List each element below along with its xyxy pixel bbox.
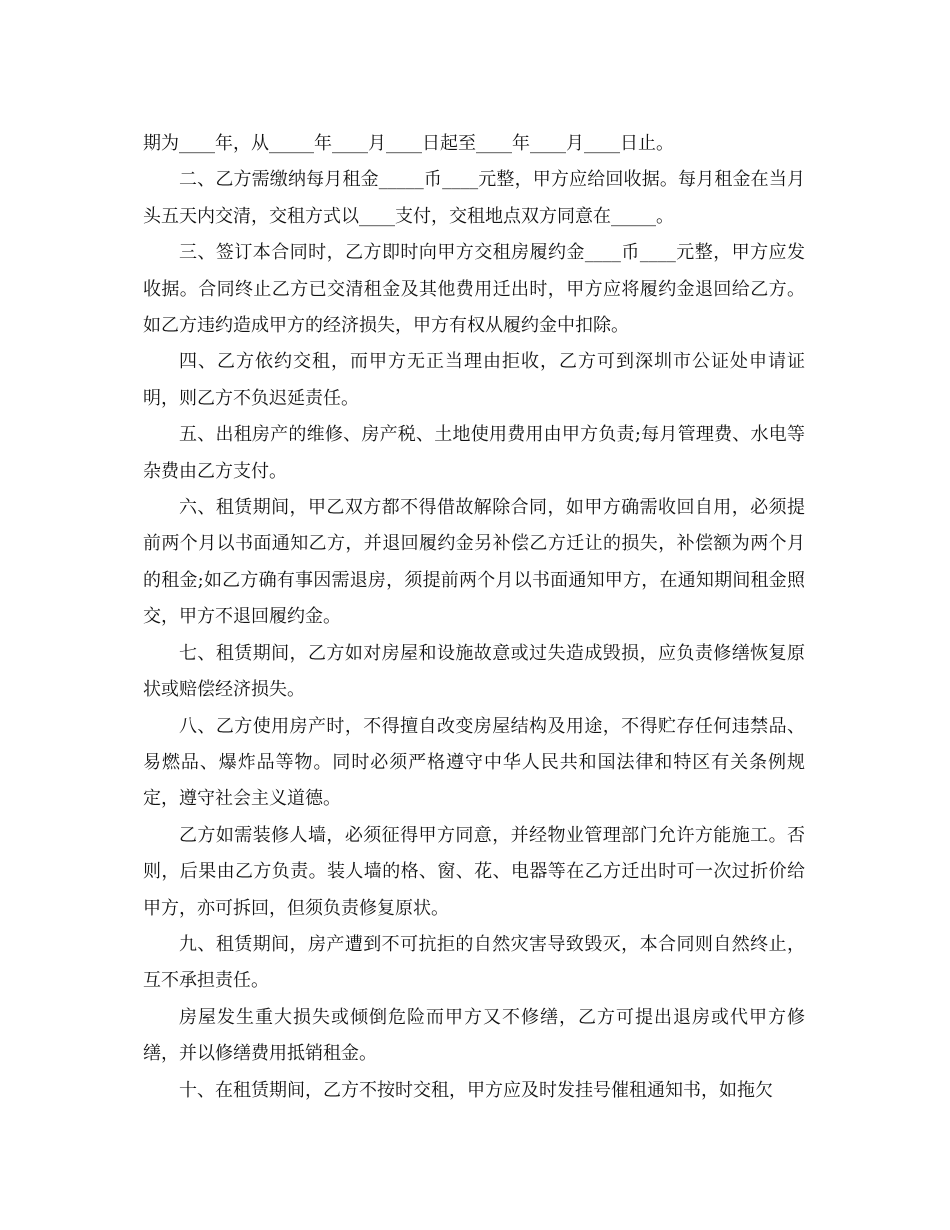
paragraph-clause-8-renovation: 乙方如需装修人墙，必须征得甲方同意，并经物业管理部门允许方能施工。否则，后果由乙方负责。装人墙的格、窗、花、电器等在乙方迁出时可一次过折价给甲方，亦可拆回，但须负责修复原状。 bbox=[143, 824, 805, 919]
paragraph-clause-2: 二、乙方需缴纳每月租金_____币____元整，甲方应给回收据。每月租金在当月头五天内交清，交租方式以____支付，交租地点双方同意在_____。 bbox=[143, 169, 805, 227]
paragraph-clause-10: 十、在租赁期间，乙方不按时交租，甲方应及时发挂号催租通知书，如拖欠 bbox=[179, 1079, 773, 1101]
paragraph-clause-6: 六、租赁期间，甲乙双方都不得借故解除合同，如甲方确需收回自用，必须提前两个月以书面通知乙方，并退回履约金另补偿乙方迁让的损失，补偿额为两个月的租金;如乙方确有事因需退房，须提前两个月以书面通知甲方，在通知期间租金照交，甲方不退回履约金。 bbox=[143, 497, 805, 628]
paragraph-clause-9: 九、租赁期间，房产遭到不可抗拒的自然灾害导致毁灭，本合同则自然终止，互不承担责任。 bbox=[143, 933, 805, 992]
paragraph-clause-8: 八、乙方使用房产时，不得擅自改变房屋结构及用途，不得贮存任何违禁品、易燃品、爆炸品等物。同时必须严格遵守中华人民共和国法律和特区有关条例规定，遵守社会主义道德。 bbox=[143, 715, 805, 810]
document-body bbox=[143, 126, 805, 1109]
paragraph-clause-5: 五、出租房产的维修、房产税、土地使用费用由甲方负责;每月管理费、水电等杂费由乙方支付。 bbox=[143, 424, 805, 482]
paragraph-continuation: 期为____年，从_____年____月____日起至____年____月____日止。 bbox=[143, 133, 674, 154]
paragraph-clause-9-repair: 房屋发生重大损失或倾倒危险而甲方又不修缮，乙方可提出退房或代甲方修缮，并以修缮费用抵销租金。 bbox=[143, 1006, 805, 1065]
paragraph-clause-4: 四、乙方依约交租，而甲方无正当理由拒收，乙方可到深圳市公证处申请证明，则乙方不负迟延责任。 bbox=[143, 351, 805, 409]
paragraph-clause-3: 三、签订本合同时，乙方即时向甲方交租房履约金____币____元整，甲方应发收据。合同终止乙方已交清租金及其他费用迁出时，甲方应将履约金退回给乙方。如乙方违约造成甲方的经济损失，甲方有权从履约金中扣除。 bbox=[143, 242, 805, 337]
paragraph-clause-7: 七、租赁期间，乙方如对房屋和设施故意或过失造成毁损，应负责修缮恢复原状或赔偿经济损失。 bbox=[143, 642, 805, 701]
